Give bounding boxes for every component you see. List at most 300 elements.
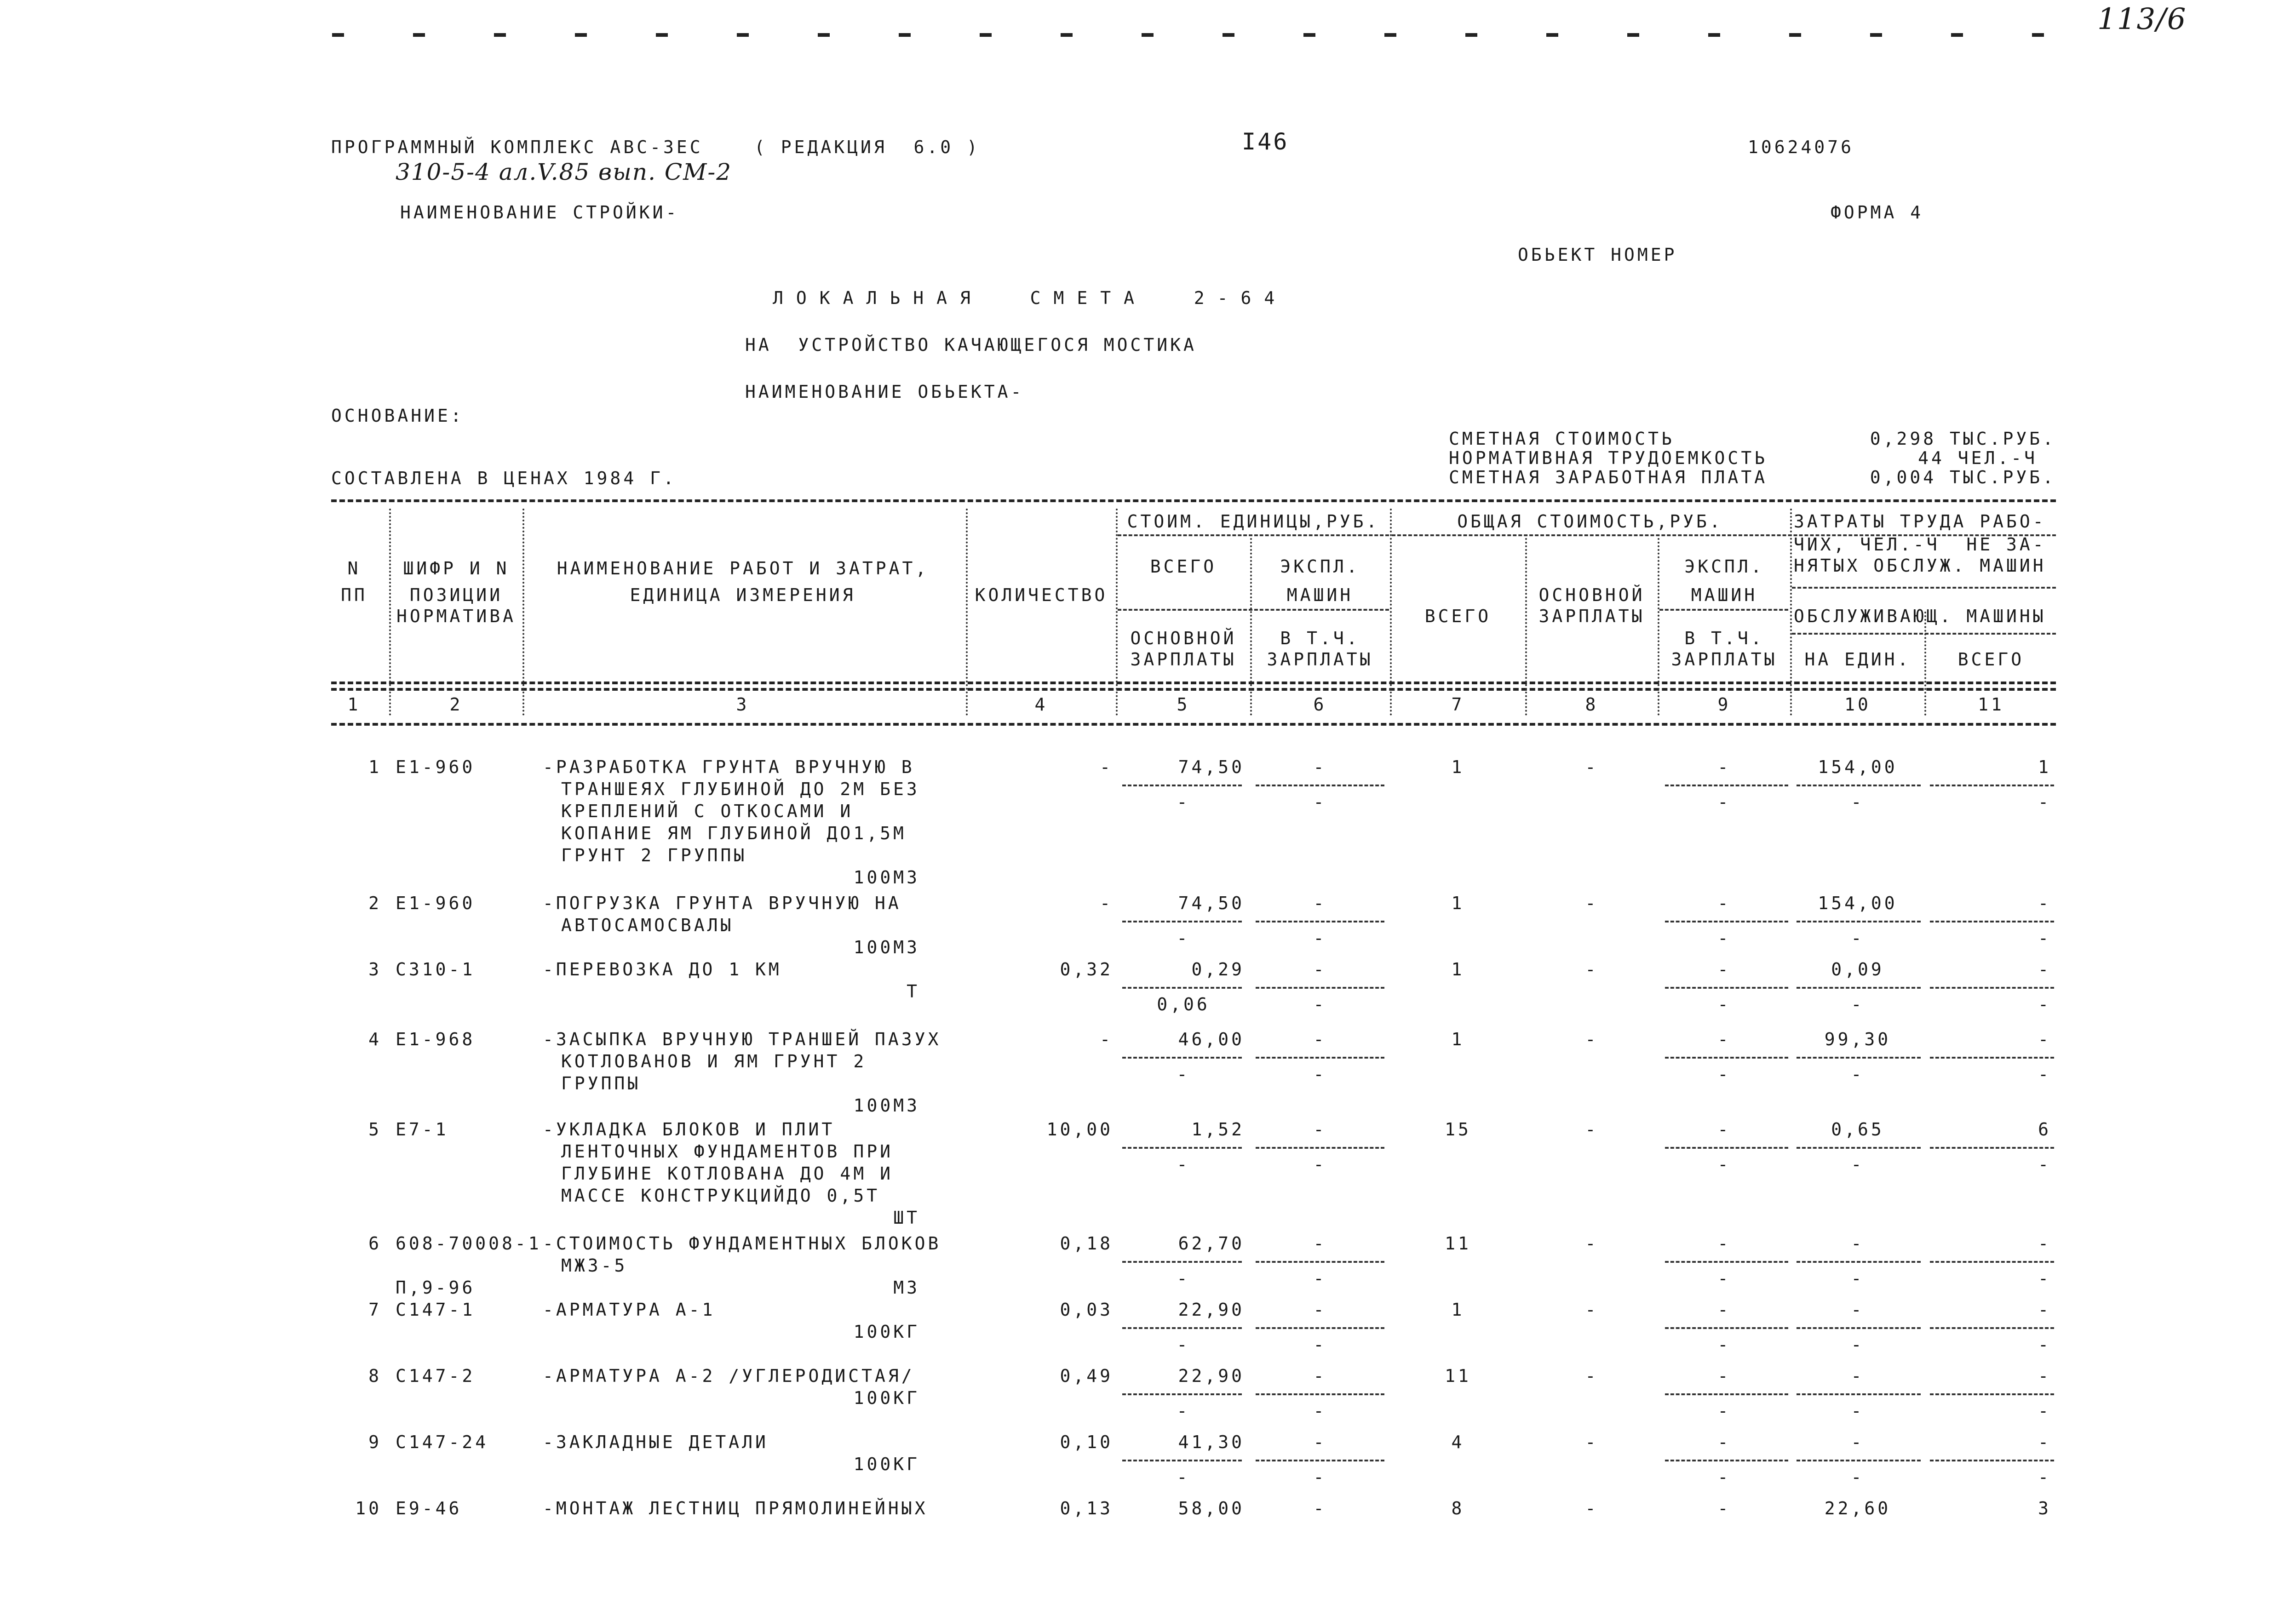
- cell-divider: [1122, 1261, 1242, 1263]
- cell-divider: [1256, 921, 1384, 922]
- cell-divider: [1122, 785, 1242, 786]
- row-unit-cost: 74,50: [1178, 757, 1245, 777]
- total-cost-label: ОБЩАЯ СТОИМОСТЬ,РУБ.: [1457, 511, 1723, 532]
- row-labor-unit: 22,60: [1824, 1498, 1891, 1518]
- header-inner-rule: [1792, 587, 2056, 589]
- perforation-mark: [980, 33, 992, 37]
- column-number: 9: [1717, 694, 1731, 715]
- col6-sub-label: В Т.Ч.: [1280, 628, 1360, 648]
- row-name-line: -РАЗРАБОТКА ГРУНТА ВРУЧНУЮ В: [543, 757, 915, 777]
- row-name-line: -АРМАТУРА А-1: [543, 1300, 716, 1320]
- column-number: 4: [1034, 694, 1048, 715]
- row-machine-cost: -: [1313, 1119, 1327, 1140]
- col5-sub-label-2: ЗАРПЛАТЫ: [1130, 649, 1237, 670]
- cell-divider: [1930, 1261, 2054, 1263]
- cell-divider: [1665, 1393, 1788, 1395]
- cell-divider: [1797, 1261, 1921, 1263]
- cell-divider: [1797, 1460, 1921, 1461]
- perforation-mark: [2032, 33, 2044, 37]
- row-machine-cost: -: [1313, 1233, 1327, 1254]
- row-base-wage: -: [1177, 1335, 1190, 1355]
- cell-divider: [1122, 1460, 1242, 1461]
- summary-label-3: СМЕТНАЯ ЗАРАБОТНАЯ ПЛАТА: [1449, 467, 1768, 487]
- row-quantity: 0,10: [1060, 1432, 1113, 1452]
- unit-cost-label: СТОИМ. ЕДИНИЦЫ,РУБ.: [1127, 511, 1380, 532]
- program-name: ПРОГРАММНЫЙ КОМПЛЕКС АВС-3ЕС: [331, 137, 703, 157]
- cell-divider: [1930, 1147, 2054, 1149]
- row-name-line: КОПАНИЕ ЯМ ГЛУБИНОЙ ДО1,5М: [561, 823, 907, 843]
- document-title: ЛОКАЛЬНАЯ СМЕТА 2-64: [773, 288, 1288, 308]
- row-service-labor-total: -: [2038, 1154, 2051, 1174]
- row-labor-total: -: [2038, 893, 2051, 913]
- row-labor-unit: 0,65: [1831, 1119, 1884, 1140]
- col1-label-2: ПП: [341, 585, 367, 605]
- price-basis: СОСТАВЛЕНА В ЦЕНАХ 1984 Г.: [331, 468, 677, 488]
- document-code: 10624076: [1748, 137, 1854, 157]
- cell-divider: [1256, 1460, 1384, 1461]
- row-machine-cost: -: [1313, 1432, 1327, 1452]
- row-total-machine: -: [1717, 1300, 1731, 1320]
- row-code: Е9-46: [396, 1498, 462, 1518]
- row-quantity: 0,49: [1060, 1366, 1113, 1386]
- row-name-line: -ЗАСЫПКА ВРУЧНУЮ ТРАНШЕЙ ПАЗУХ: [543, 1029, 941, 1049]
- row-quantity: 0,32: [1060, 959, 1113, 980]
- row-machine-wage: -: [1313, 1064, 1327, 1084]
- row-service-labor-unit: -: [1851, 1401, 1865, 1421]
- perforation-mark: [1627, 33, 1639, 37]
- row-total-cost: 1: [1451, 959, 1465, 980]
- cell-divider: [1797, 1147, 1921, 1149]
- perforation-mark: [818, 33, 830, 37]
- row-total-wages: -: [1585, 1498, 1599, 1518]
- perforation-mark: [575, 33, 587, 37]
- row-unit: 100М3: [853, 867, 920, 888]
- perforation-mark: [1223, 33, 1234, 37]
- row-code: Е1-960: [396, 757, 476, 777]
- row-service-labor-total: -: [2038, 928, 2051, 948]
- row-unit: 100КГ: [853, 1454, 920, 1474]
- row-unit-cost: 22,90: [1178, 1366, 1245, 1386]
- row-total-cost: 11: [1445, 1233, 1471, 1254]
- row-total-machine: -: [1717, 1029, 1731, 1049]
- row-name-line: МЖЗ-5: [561, 1255, 628, 1276]
- col9-label-2: МАШИН: [1691, 585, 1758, 605]
- numbers-bottom-rule: [331, 723, 2056, 726]
- row-quantity: 0,13: [1060, 1498, 1113, 1518]
- row-service-labor-total: -: [2038, 1335, 2051, 1355]
- row-total-machine: -: [1717, 1119, 1731, 1140]
- col7-label: ВСЕГО: [1424, 606, 1492, 626]
- cell-divider: [1256, 987, 1384, 989]
- row-total-machine-wage: -: [1717, 792, 1731, 812]
- row-total-cost: 1: [1451, 1300, 1465, 1320]
- row-total-cost: 4: [1451, 1432, 1465, 1452]
- cell-divider: [1797, 1327, 1921, 1329]
- row-labor-total: -: [2038, 1432, 2051, 1452]
- row-unit-cost: 22,90: [1178, 1300, 1245, 1320]
- col2-label: ШИФР И N: [403, 558, 510, 579]
- row-machine-cost: -: [1313, 1498, 1327, 1518]
- cell-divider: [1930, 1057, 2054, 1059]
- row-base-wage: -: [1177, 1154, 1190, 1174]
- cell-divider: [1256, 1327, 1384, 1329]
- col3-label: НАИМЕНОВАНИЕ РАБОТ И ЗАТРАТ,: [557, 558, 929, 579]
- row-service-labor-total: -: [2038, 1268, 2051, 1289]
- row-unit-cost: 58,00: [1178, 1498, 1245, 1518]
- summary-label-2: НОРМАТИВНАЯ ТРУДОЕМКОСТЬ: [1449, 448, 1768, 468]
- perforation-mark: [1061, 33, 1073, 37]
- row-machine-cost: -: [1313, 1300, 1327, 1320]
- col1-label: N: [347, 558, 361, 579]
- col6-sub-label-2: ЗАРПЛАТЫ: [1267, 649, 1373, 670]
- row-total-machine-wage: -: [1717, 1401, 1731, 1421]
- perforation-mark: [1546, 33, 1558, 37]
- summary-value-2: 44 ЧЕЛ.-Ч: [1918, 448, 2038, 468]
- perforation-mark: [737, 33, 749, 37]
- row-service-labor-unit: -: [1851, 1064, 1865, 1084]
- row-code: 608-70008-1: [396, 1233, 542, 1254]
- basis-label: ОСНОВАНИЕ:: [331, 406, 464, 426]
- row-labor-total: 1: [2038, 757, 2051, 777]
- cell-divider: [1665, 987, 1788, 989]
- row-code: С147-24: [396, 1432, 489, 1452]
- row-base-wage: -: [1177, 1064, 1190, 1084]
- summary-value-3: 0,004 ТЫС.РУБ.: [1870, 467, 2056, 487]
- column-number: 1: [347, 694, 361, 715]
- row-machine-cost: -: [1313, 959, 1327, 980]
- row-number: 9: [368, 1432, 382, 1452]
- row-name-line: -ПОГРУЗКА ГРУНТА ВРУЧНУЮ НА: [543, 893, 901, 913]
- row-quantity: 0,18: [1060, 1233, 1113, 1254]
- row-total-wages: -: [1585, 1366, 1599, 1386]
- col3-label-2: ЕДИНИЦА ИЗМЕРЕНИЯ: [630, 585, 856, 605]
- row-total-machine: -: [1717, 1498, 1731, 1518]
- col2-label-3: НОРМАТИВА: [396, 606, 516, 626]
- row-name-line: КРЕПЛЕНИЙ С ОТКОСАМИ И: [561, 801, 854, 821]
- cell-divider: [1665, 1460, 1788, 1461]
- col-separator: [966, 509, 968, 716]
- row-total-machine: -: [1717, 1233, 1731, 1254]
- row-service-labor-total: -: [2038, 994, 2051, 1014]
- row-number: 10: [355, 1498, 382, 1518]
- row-base-wage: -: [1177, 792, 1190, 812]
- column-number: 8: [1585, 694, 1599, 715]
- row-code: С147-2: [396, 1366, 476, 1386]
- row-machine-wage: -: [1313, 928, 1327, 948]
- cell-divider: [1256, 1393, 1384, 1395]
- cell-divider: [1256, 785, 1384, 786]
- header-inner-rule: [1792, 633, 2056, 635]
- row-machine-cost: -: [1313, 893, 1327, 913]
- edition: ( РЕДАКЦИЯ 6.0 ): [754, 137, 980, 157]
- cell-divider: [1930, 987, 2054, 989]
- col9-sub-label: В Т.Ч.: [1684, 628, 1764, 648]
- row-labor-total: -: [2038, 1366, 2051, 1386]
- row-number: 2: [368, 893, 382, 913]
- row-number: 7: [368, 1300, 382, 1320]
- summary-value-1: 0,298 ТЫС.РУБ.: [1870, 429, 2056, 449]
- perforation-mark: [656, 33, 668, 37]
- row-labor-unit: -: [1851, 1233, 1865, 1254]
- table-top-rule: [331, 499, 2056, 502]
- row-labor-total: -: [2038, 1300, 2051, 1320]
- row-quantity: 10,00: [1046, 1119, 1113, 1140]
- cell-divider: [1797, 987, 1921, 989]
- cell-divider: [1930, 1327, 2054, 1329]
- row-code-extra: П,9-96: [396, 1277, 476, 1298]
- row-unit-cost: 46,00: [1178, 1029, 1245, 1049]
- col-separator: [522, 509, 524, 716]
- row-labor-unit: -: [1851, 1432, 1865, 1452]
- numbers-top-rule: [331, 688, 2056, 691]
- column-number: 2: [449, 694, 463, 715]
- row-machine-cost: -: [1313, 1366, 1327, 1386]
- row-service-labor-unit: -: [1851, 994, 1865, 1014]
- row-service-labor-unit: -: [1851, 928, 1865, 948]
- perforation-mark: [1384, 33, 1396, 37]
- row-base-wage: 0,06: [1157, 994, 1210, 1014]
- cell-divider: [1122, 1393, 1242, 1395]
- perforation-mark: [1465, 33, 1477, 37]
- row-total-machine-wage: -: [1717, 1064, 1731, 1084]
- cell-divider: [1256, 1261, 1384, 1263]
- row-total-wages: -: [1585, 1119, 1599, 1140]
- row-total-wages: -: [1585, 1029, 1599, 1049]
- row-service-labor-total: -: [2038, 1064, 2051, 1084]
- col8-label: ОСНОВНОЙ: [1538, 585, 1645, 605]
- col8-label-2: ЗАРПЛАТЫ: [1538, 606, 1645, 626]
- cell-divider: [1665, 921, 1788, 922]
- row-total-cost: 8: [1451, 1498, 1465, 1518]
- row-code: С310-1: [396, 959, 476, 980]
- perforation-mark: [1142, 33, 1154, 37]
- cell-divider: [1665, 785, 1788, 786]
- cell-divider: [1797, 1393, 1921, 1395]
- row-name-line: -ПЕРЕВОЗКА ДО 1 КМ: [543, 959, 782, 980]
- row-base-wage: -: [1177, 1467, 1190, 1487]
- cell-divider: [1797, 921, 1921, 922]
- col6-label-2: МАШИН: [1286, 585, 1354, 605]
- row-name-line: ГЛУБИНЕ КОТЛОВАНА ДО 4М И: [561, 1163, 893, 1184]
- cell-divider: [1665, 1261, 1788, 1263]
- row-quantity: -: [1100, 757, 1113, 777]
- cell-divider: [1256, 1147, 1384, 1149]
- row-service-labor-unit: -: [1851, 1154, 1865, 1174]
- row-machine-cost: -: [1313, 757, 1327, 777]
- row-name-line: КОТЛОВАНОВ И ЯМ ГРУНТ 2: [561, 1051, 867, 1071]
- row-total-cost: 1: [1451, 757, 1465, 777]
- row-unit-cost: 1,52: [1191, 1119, 1245, 1140]
- labor-sub-label: ОБСЛУЖИВАЮЩ. МАШИНЫ: [1794, 606, 2046, 626]
- column-number: 6: [1313, 694, 1327, 715]
- row-service-labor-unit: -: [1851, 1467, 1865, 1487]
- row-number: 3: [368, 959, 382, 980]
- col2-label-2: ПОЗИЦИИ: [409, 585, 503, 605]
- cell-divider: [1122, 1327, 1242, 1329]
- perforation-mark: [332, 33, 344, 37]
- col-separator: [1790, 509, 1792, 716]
- object-number: ОБЬЕКТ НОМЕР: [1518, 245, 1677, 265]
- row-unit-cost: 62,70: [1178, 1233, 1245, 1254]
- row-unit-cost: 41,30: [1178, 1432, 1245, 1452]
- row-base-wage: -: [1177, 1268, 1190, 1289]
- row-total-cost: 15: [1445, 1119, 1471, 1140]
- cell-divider: [1256, 1057, 1384, 1059]
- row-number: 4: [368, 1029, 382, 1049]
- archive-stamp: 113/6: [2097, 2, 2187, 36]
- row-machine-cost: -: [1313, 1029, 1327, 1049]
- row-code: Е7-1: [396, 1119, 449, 1140]
- labor-label-3: НЯТЫХ ОБСЛУЖ. МАШИН: [1794, 556, 2046, 576]
- row-labor-total: -: [2038, 1233, 2051, 1254]
- perforation-mark: [1951, 33, 1963, 37]
- row-name-line: ТРАНШЕЯХ ГЛУБИНОЙ ДО 2М БЕЗ: [561, 779, 920, 799]
- row-machine-wage: -: [1313, 1401, 1327, 1421]
- row-name-line: ГРУНТ 2 ГРУППЫ: [561, 845, 747, 865]
- row-labor-total: -: [2038, 1029, 2051, 1049]
- row-total-machine: -: [1717, 1366, 1731, 1386]
- row-service-labor-total: -: [2038, 792, 2051, 812]
- row-machine-wage: -: [1313, 1467, 1327, 1487]
- labor-label-2: ЧИХ, ЧЕЛ.-Ч НЕ ЗА-: [1794, 534, 2046, 555]
- row-machine-wage: -: [1313, 792, 1327, 812]
- column-number: 3: [736, 694, 750, 715]
- row-labor-unit: 99,30: [1824, 1029, 1891, 1049]
- document-subtitle: НА УСТРОЙСТВО КАЧАЮЩЕГОСЯ МОСТИКА: [745, 335, 1197, 355]
- cell-divider: [1930, 785, 2054, 786]
- construction-name: НАИМЕНОВАНИЕ СТРОЙКИ-: [400, 202, 679, 223]
- row-unit-cost: 0,29: [1191, 959, 1245, 980]
- row-labor-total: 3: [2038, 1498, 2051, 1518]
- header-inner-rule: [1118, 534, 1389, 536]
- page-number: I46: [1242, 128, 1289, 155]
- row-unit-cost: 74,50: [1178, 893, 1245, 913]
- row-total-machine-wage: -: [1717, 1335, 1731, 1355]
- row-machine-wage: -: [1313, 1154, 1327, 1174]
- row-service-labor-total: -: [2038, 1467, 2051, 1487]
- col11-label: ВСЕГО: [1957, 649, 2025, 670]
- row-unit: Т: [907, 981, 920, 1002]
- row-labor-unit: 0,09: [1831, 959, 1884, 980]
- row-unit: 100М3: [853, 1095, 920, 1116]
- row-service-labor-unit: -: [1851, 792, 1865, 812]
- row-total-wages: -: [1585, 1432, 1599, 1452]
- row-service-labor-unit: -: [1851, 1335, 1865, 1355]
- row-number: 5: [368, 1119, 382, 1140]
- cell-divider: [1930, 1393, 2054, 1395]
- row-unit: М3: [893, 1277, 920, 1298]
- cell-divider: [1665, 1327, 1788, 1329]
- col5-label: ВСЕГО: [1150, 556, 1217, 577]
- row-total-cost: 1: [1451, 893, 1465, 913]
- row-machine-wage: -: [1313, 1268, 1327, 1289]
- row-base-wage: -: [1177, 928, 1190, 948]
- perforation-mark: [413, 33, 425, 37]
- header-bottom-rule: [331, 682, 2056, 684]
- row-quantity: -: [1100, 893, 1113, 913]
- header-inner-rule: [1118, 609, 1389, 611]
- cell-divider: [1122, 1057, 1242, 1059]
- row-base-wage: -: [1177, 1401, 1190, 1421]
- col5-sub-label: ОСНОВНОЙ: [1130, 628, 1237, 648]
- row-total-machine-wage: -: [1717, 1467, 1731, 1487]
- row-total-machine: -: [1717, 893, 1731, 913]
- row-total-wages: -: [1585, 757, 1599, 777]
- row-number: 1: [368, 757, 382, 777]
- col9-label: ЭКСПЛ.: [1684, 556, 1764, 577]
- row-total-machine: -: [1717, 757, 1731, 777]
- row-total-machine: -: [1717, 959, 1731, 980]
- column-number: 11: [1978, 694, 2004, 715]
- row-labor-unit: -: [1851, 1366, 1865, 1386]
- column-number: 10: [1844, 694, 1871, 715]
- row-name-line: -АРМАТУРА А-2 /УГЛЕРОДИСТАЯ/: [543, 1366, 915, 1386]
- row-name-line: -СТОИМОСТЬ ФУНДАМЕНТНЫХ БЛОКОВ: [543, 1233, 941, 1254]
- cell-divider: [1122, 987, 1242, 989]
- object-name: НАИМЕНОВАНИЕ ОБЬЕКТА-: [745, 382, 1024, 402]
- form-number: ФОРМА 4: [1831, 202, 1924, 223]
- row-total-cost: 1: [1451, 1029, 1465, 1049]
- row-labor-total: 6: [2038, 1119, 2051, 1140]
- row-machine-wage: -: [1313, 1335, 1327, 1355]
- row-unit: 100М3: [853, 937, 920, 957]
- row-total-wages: -: [1585, 959, 1599, 980]
- row-total-cost: 11: [1445, 1366, 1471, 1386]
- row-machine-wage: -: [1313, 994, 1327, 1014]
- row-total-machine-wage: -: [1717, 1268, 1731, 1289]
- cell-divider: [1665, 1147, 1788, 1149]
- column-number: 5: [1177, 694, 1190, 715]
- row-name-line: -УКЛАДКА БЛОКОВ И ПЛИТ: [543, 1119, 835, 1140]
- row-total-machine: -: [1717, 1432, 1731, 1452]
- row-service-labor-unit: -: [1851, 1268, 1865, 1289]
- col4-label: КОЛИЧЕСТВО: [975, 585, 1108, 605]
- perforation-mark: [899, 33, 911, 37]
- row-name-line: МАССЕ КОНСТРУКЦИЙДО 0,5Т: [561, 1186, 880, 1206]
- column-number: 7: [1451, 694, 1465, 715]
- cell-divider: [1122, 1147, 1242, 1149]
- row-total-wages: -: [1585, 893, 1599, 913]
- row-total-machine-wage: -: [1717, 1154, 1731, 1174]
- row-code: С147-1: [396, 1300, 476, 1320]
- col-separator: [1116, 509, 1118, 716]
- summary-label-1: СМЕТНАЯ СТОИМОСТЬ: [1449, 429, 1675, 449]
- col6-label: ЭКСПЛ.: [1280, 556, 1360, 577]
- handwritten-reference: 310-5-4 ал.V.85 вып. СМ-2: [396, 159, 732, 185]
- row-code: Е1-960: [396, 893, 476, 913]
- perforation-mark: [1708, 33, 1720, 37]
- cell-divider: [1122, 921, 1242, 922]
- col9-sub-label-2: ЗАРПЛАТЫ: [1671, 649, 1778, 670]
- row-code: Е1-968: [396, 1029, 476, 1049]
- row-number: 8: [368, 1366, 382, 1386]
- cell-divider: [1930, 921, 2054, 922]
- row-total-machine-wage: -: [1717, 928, 1731, 948]
- row-unit: ШТ: [893, 1208, 920, 1228]
- cell-divider: [1665, 1057, 1788, 1059]
- col10-label: НА ЕДИН.: [1804, 649, 1911, 670]
- row-total-wages: -: [1585, 1233, 1599, 1254]
- row-name-line: -МОНТАЖ ЛЕСТНИЦ ПРЯМОЛИНЕЙНЫХ: [543, 1498, 928, 1518]
- row-service-labor-total: -: [2038, 1401, 2051, 1421]
- header-inner-rule: [1659, 609, 1788, 611]
- perforation-mark: [494, 33, 506, 37]
- row-number: 6: [368, 1233, 382, 1254]
- row-total-wages: -: [1585, 1300, 1599, 1320]
- row-name-line: ГРУППЫ: [561, 1073, 641, 1094]
- row-total-machine-wage: -: [1717, 994, 1731, 1014]
- row-labor-unit: -: [1851, 1300, 1865, 1320]
